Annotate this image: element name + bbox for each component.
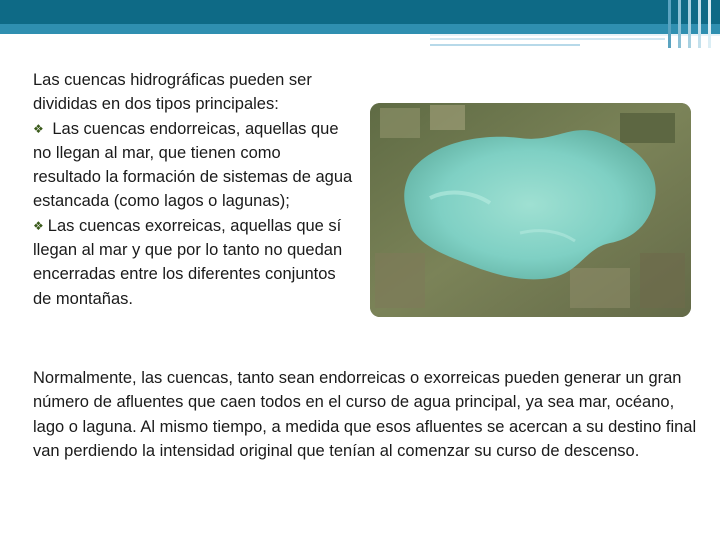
header-decoration	[708, 0, 711, 48]
bullet-text: Las cuencas endorreicas, aquellas que no llegan al mar, que tienen como resultado la formación de sistemas de agua estancada (como lagos o lagunas);	[33, 119, 353, 211]
header-decoration	[678, 0, 681, 48]
header-accent-bar	[0, 24, 720, 34]
intro-text: Las cuencas hidrográficas pueden ser divididas en dos tipos principales:	[33, 71, 312, 114]
diamond-bullet-icon: ❖	[33, 121, 44, 136]
header-decoration	[668, 0, 671, 48]
header-bar	[0, 0, 720, 24]
header-stripe	[430, 38, 665, 40]
lake-aerial-photo	[370, 103, 691, 317]
header-decoration	[698, 0, 701, 48]
header-stripe	[430, 44, 580, 46]
bullet-text: Las cuencas exorreicas, aquellas que sí llegan al mar y que por lo tanto no quedan encerradas entre los diferentes conjuntos de montañas.	[33, 216, 343, 308]
body-paragraph-block	[33, 366, 698, 463]
bullet-item	[33, 214, 353, 311]
diamond-bullet-icon: ❖	[33, 218, 44, 233]
header-decoration	[688, 0, 691, 48]
header-stripe	[430, 34, 720, 36]
intro-column	[33, 68, 353, 311]
lake-aerial-image	[370, 103, 691, 317]
body-paragraph: Normalmente, las cuencas, tanto sean endorreicas o exorreicas pueden generar un gran número de afluentes que caen todos en el curso de agua principal, ya sea mar, océano, lago o laguna. Al mismo tiempo, a medida que esos afluentes se acercan a su destino final van perdiendo la intensidad original que tenían al comenzar su curso de descenso.	[33, 369, 697, 460]
bullet-item	[33, 117, 353, 214]
